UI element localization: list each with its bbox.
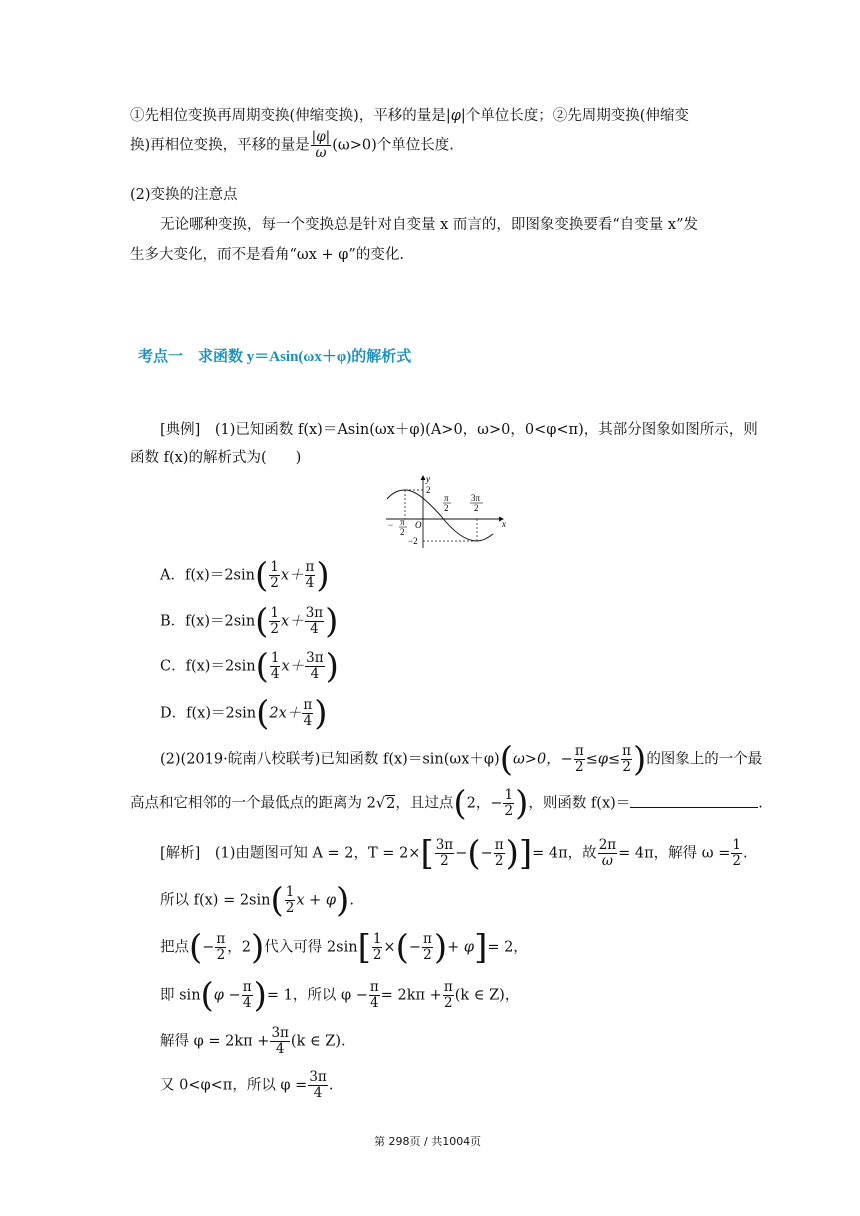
solution-line: 把点(− $\frac{\pi}{2}$ ，2)代入可得 2sin[ $\frac{1}{2}$ ×(− $\frac{\pi}{2}$ )+ φ]= 2， xyxy=(160,927,528,968)
pi-den: 2 xyxy=(444,503,449,513)
text-line: 换)再相位变换，平移的量是 $\frac{|\varphi|}{\omega}$ (ω>0)个单位长度. xyxy=(130,129,454,161)
solution-line: 所以 f(x) = 2sin( $\frac{1}{2}$ x + φ). xyxy=(160,880,354,921)
y-label: y xyxy=(426,474,430,484)
subheading: (2)变换的注意点 xyxy=(130,187,238,203)
solution-line: [解析] (1)由题图可知 A = 2，T = 2×[ $\frac{3\pi}{2}$ −(− $\frac{\pi}{2}$ )]= 4π，故 $\frac{2\pi}{\omega}$ = 4π，解得 ω = $\frac{1}{2}$ . xyxy=(160,833,748,874)
question-2-line2: 高点和它相邻的一个最低点的距离为 2√2，且过点(2，− $\frac{1}{2}$ )，则函数 f(x)＝ . xyxy=(130,783,763,824)
three-pi-den: 2 xyxy=(474,503,479,513)
solution-line: 解得 φ = 2kπ + $\frac{3\pi}{4}$ (k ∈ Z). xyxy=(160,1025,346,1057)
option-d: D．f(x)＝2sin(2x＋ $\frac{\pi}{4}$ ) xyxy=(160,693,328,734)
question-2-line1: (2)(2019·皖南八校联考)已知函数 f(x)＝sin(ωx＋φ)(ω>0，− $\frac{\pi}{2}$ ≤φ≤ $\frac{\pi}{2}$ )的图象上的一个最 xyxy=(160,739,763,780)
fraction: $\frac{|\varphi|}{\omega}$ xyxy=(311,129,331,161)
solution-line: 又 0<φ<π，所以 φ = $\frac{3\pi}{4}$ . xyxy=(160,1069,334,1101)
section-title: 考点一 求函数 y＝Asin(ωx＋φ)的解析式 xyxy=(138,349,412,365)
sine-graph xyxy=(380,470,515,550)
text-line: ①先相位变换再周期变换(伸缩变换)，平移的量是|φ|个单位长度；②先周期变换(伸缩变 xyxy=(130,108,689,124)
example-line: [典例] (1)已知函数 f(x)＝Asin(ωx＋φ)(A>0，ω>0，0<φ<π)，其部分图象如图所示，则 xyxy=(160,422,758,438)
three-pi-num: 3π xyxy=(471,493,481,503)
example-line: 函数 f(x)的解析式为( ) xyxy=(130,450,302,466)
pi-num: π xyxy=(444,493,449,503)
y-axis-arrow xyxy=(421,475,426,480)
neg-pi-num: π xyxy=(400,517,405,527)
solution-line: 即 sin(φ − $\frac{\pi}{4}$ )= 1，所以 φ − $\frac{\pi}{4}$ = 2kπ + $\frac{\pi}{2}$ (k ∈ Z)， xyxy=(160,975,520,1016)
option-a: A．f(x)＝2sin( $\frac{1}{2}$ x＋ $\frac{\pi}{4}$ ) xyxy=(160,555,330,596)
origin-label: O xyxy=(415,520,422,530)
page-footer: 第 298页 / 共1004页 xyxy=(374,1135,482,1148)
text-line: 生多大变化，而不是看角“ωx + φ”的变化. xyxy=(130,247,404,263)
answer-blank[interactable] xyxy=(630,793,758,808)
option-c: C．f(x)＝2sin( $\frac{1}{4}$ x＋ $\frac{3\pi}{4}$ ) xyxy=(160,646,339,687)
y-top-label: 2 xyxy=(426,485,431,495)
y-bottom-label: −2 xyxy=(408,536,418,546)
neg-pi-den: 2 xyxy=(400,527,405,537)
option-b: B．f(x)＝2sin( $\frac{1}{2}$ x＋ $\frac{3\pi}{4}$ ) xyxy=(160,601,339,642)
neg-pi-sign: − xyxy=(388,520,394,530)
text-line: 无论哪种变换，每一个变换总是针对自变量 x 而言的，即图象变换要看“自变量 x”发 xyxy=(160,217,699,233)
x-label: x xyxy=(502,519,506,529)
